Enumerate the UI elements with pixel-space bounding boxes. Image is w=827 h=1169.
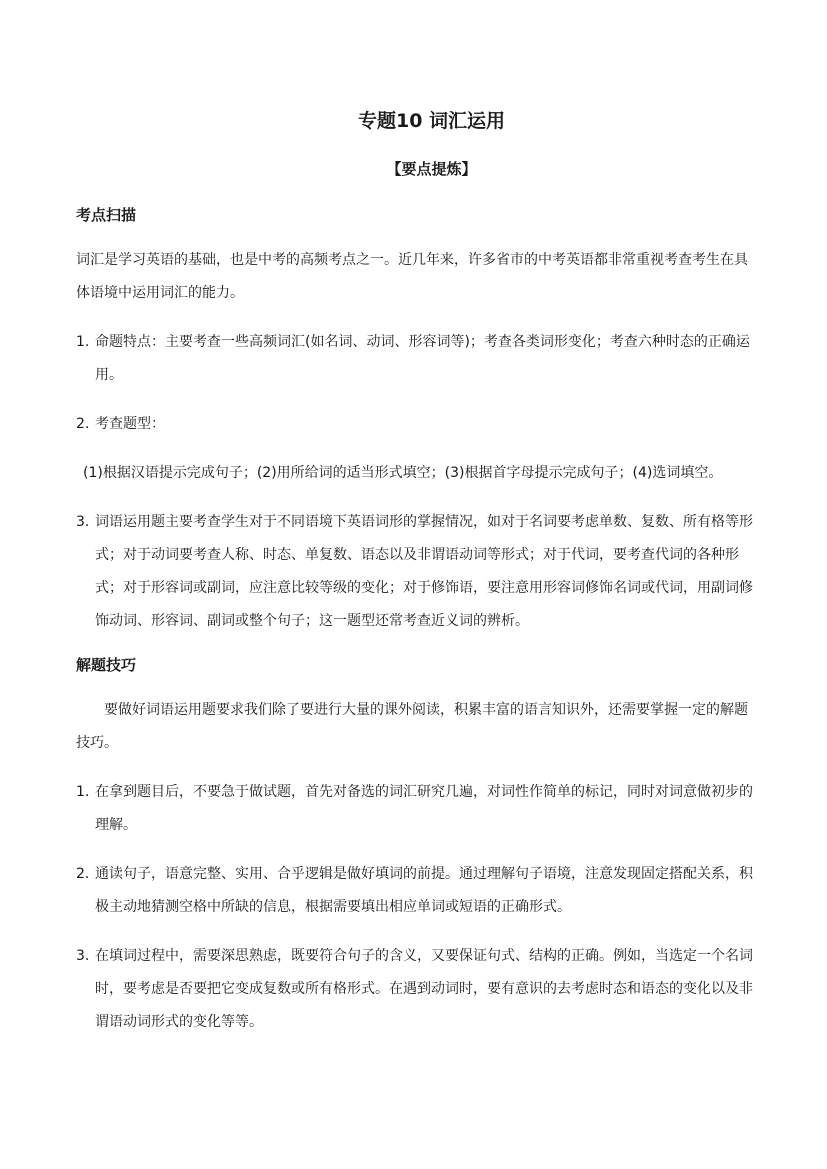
tips-item-1-number: 1. [76,784,90,800]
scan-item-2 [76,408,757,441]
scan-item-3 [76,506,757,638]
tips-item-2 [76,858,757,924]
tips-item-2-number: 2. [76,866,90,882]
tips-item-2-text: 通读句子，语意完整、实用、合乎逻辑是做好填词的前提。通过理解句子语境，注意发现固定搭配关系，积极主动地猜测空格中所缺的信息，根据需要填出相应单词或短语的正确形式。 [95,866,753,915]
tips-item-3-text: 在填词过程中，需要深思熟虑，既要符合句子的含义，又要保证句式、结构的正确。例如，当选定一个名词时，要考虑是否要把它变成复数或所有格形式。在遇到动词时，要有意识的去考虑时态和语态的变化以及非谓语动词形式的变化等等。 [95,948,753,1030]
tips-item-3 [76,940,757,1039]
scan-item-2-number: 2. [76,416,90,432]
scan-intro-paragraph: 词汇是学习英语的基础，也是中考的高频考点之一。近几年来，许多省市的中考英语都非常重视考查考生在具体语境中运用词汇的能力。 [76,252,748,301]
question-types-line: (1)根据汉语提示完成句子；(2)用所给词的适当形式填空；(3)根据首字母提示完成句子；(4)选词填空。 [83,465,723,481]
scan-item-2-text: 考查题型： [95,416,165,432]
page-subtitle: 【要点提炼】 [386,160,477,178]
tips-item-3-number: 3. [76,948,90,964]
scan-item-1-text: 命题特点：主要考查一些高频词汇(如名词、动词、形容词等)；考查各类词形变化；考查六种时态的正确运用。 [95,334,750,383]
tips-item-1-text: 在拿到题目后，不要急于做试题，首先对备选的词汇研究几遍，对词性作简单的标记，同时对词意做初步的理解。 [95,784,753,833]
tips-item-1 [76,776,757,842]
scan-item-3-number: 3. [76,514,90,530]
section-heading-tips: 解题技巧 [76,656,137,674]
section-heading-scan: 考点扫描 [76,206,137,224]
scan-item-3-text: 词语运用题主要考查学生对于不同语境下英语词形的掌握情况，如对于名词要考虑单数、复数、所有格等形式；对于动词要考查人称、时态、单复数、语态以及非谓语动词等形式；对于代词，要考查代词的各种形式；对于形容词或副词，应注意比较等级的变化；对于修饰语，要注意用形容词修饰名词或代词，用副词修饰动词、形容词、副词或整个句子；这一题型还常考查近义词的辨析。 [95,514,753,629]
page-title: 专题10 词汇运用 [357,110,506,132]
scan-item-1 [76,326,757,392]
tips-intro-paragraph: 要做好词语运用题要求我们除了要进行大量的课外阅读，积累丰富的语言知识外，还需要掌握一定的解题技巧。 [76,702,748,751]
scan-item-1-number: 1. [76,334,90,350]
